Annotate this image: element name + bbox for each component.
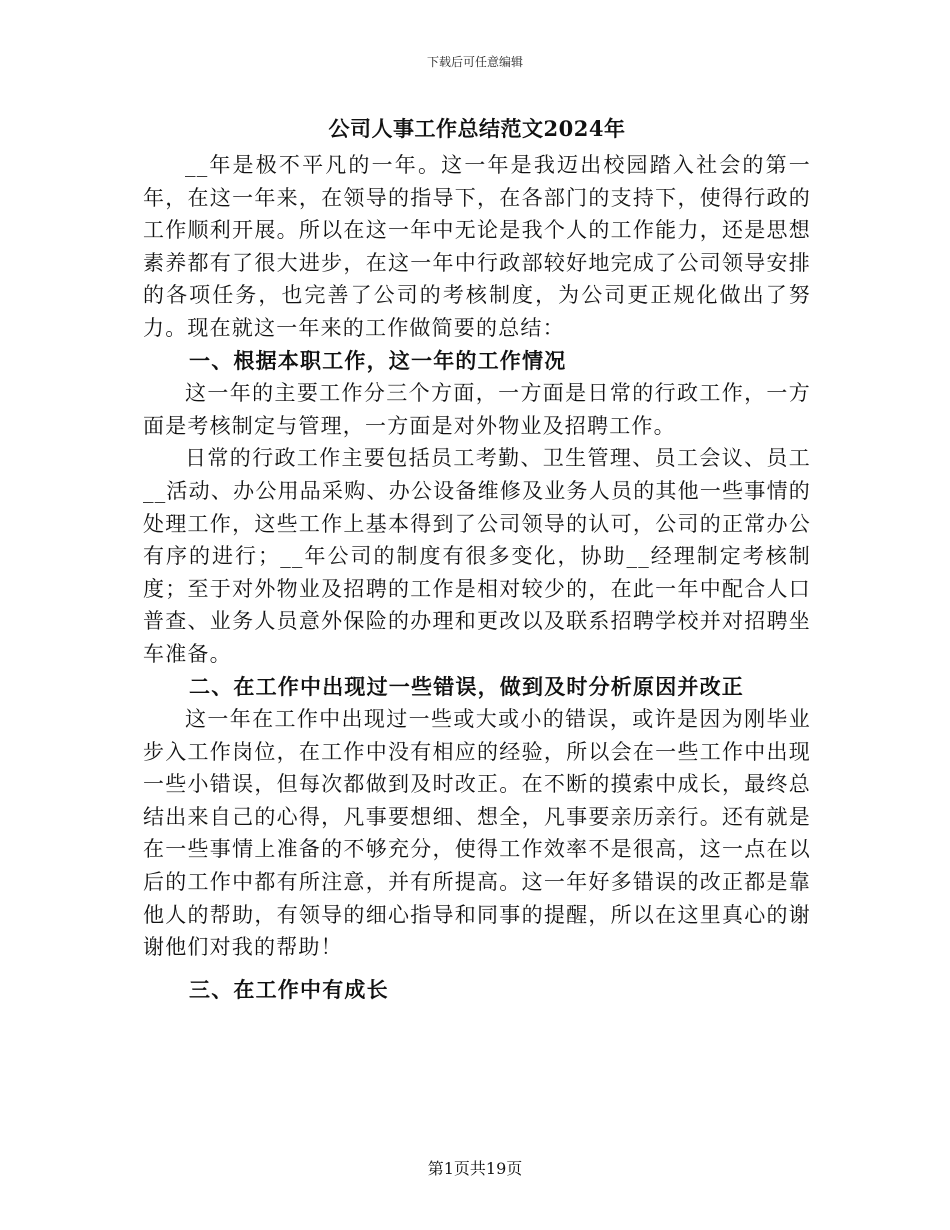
section-1-heading: 一、根据本职工作，这一年的工作情况 — [189, 347, 567, 373]
section-1-paragraph-1: 这一年的主要工作分三个方面，一方面是日常的行政工作，一方面是考核制定与管理，一方面是对外物业及招聘工作。 — [143, 381, 811, 438]
section-3-heading: 三、在工作中有成长 — [189, 976, 389, 1002]
page-header-note: 下载后可任意编辑 — [426, 55, 523, 69]
document-title: 公司人事工作总结范文2024年 — [328, 116, 626, 141]
intro-paragraph: __年是极不平凡的一年。这一年是我迈出校园踏入社会的第一年，在这一年来，在领导的指导下，在各部门的支持下，使得行政的工作顺利开展。所以在这一年中无论是我个人的工作能力，还是思想素养都有了很大进步，在这一年中行政部较好地完成了公司领导安排的各项任务，也完善了公司的考核制度，为公司更正规化做出了努力。现在就这一年来的工作做简要的总结： — [143, 153, 811, 340]
page-footer: 第1页共19页 — [427, 1159, 523, 1178]
document-body — [143, 113, 811, 1006]
section-2-heading: 二、在工作中出现过一些错误，做到及时分析原因并改正 — [189, 673, 744, 699]
section-2-paragraph-1: 这一年在工作中出现过一些或大或小的错误，或许是因为刚毕业步入工作岗位，在工作中没有相应的经验，所以会在一些工作中出现一些小错误，但每次都做到及时改正。在不断的摸索中成长，最终总结出来自己的心得，凡事要想细、想全，凡事要亲历亲行。还有就是在一些事情上准备的不够充分，使得工作效率不是很高，这一点在以后的工作中都有所注意，并有所提高。这一年好多错误的改正都是靠他人的帮助，有领导的细心指导和同事的提醒，所以在这里真心的谢谢他们对我的帮助！ — [143, 707, 811, 960]
section-1-paragraph-2: 日常的行政工作主要包括员工考勤、卫生管理、员工会议、员工__活动、办公用品采购、办公设备维修及业务人员的其他一些事情的处理工作，这些工作上基本得到了公司领导的认可，公司的正常办公有序的进行；__年公司的制度有很多变化，协助__经理制定考核制度；至于对外物业及招聘的工作是相对较少的，在此一年中配合人口普查、业务人员意外保险的办理和更改以及联系招聘学校并对招聘坐车准备。 — [143, 446, 811, 666]
